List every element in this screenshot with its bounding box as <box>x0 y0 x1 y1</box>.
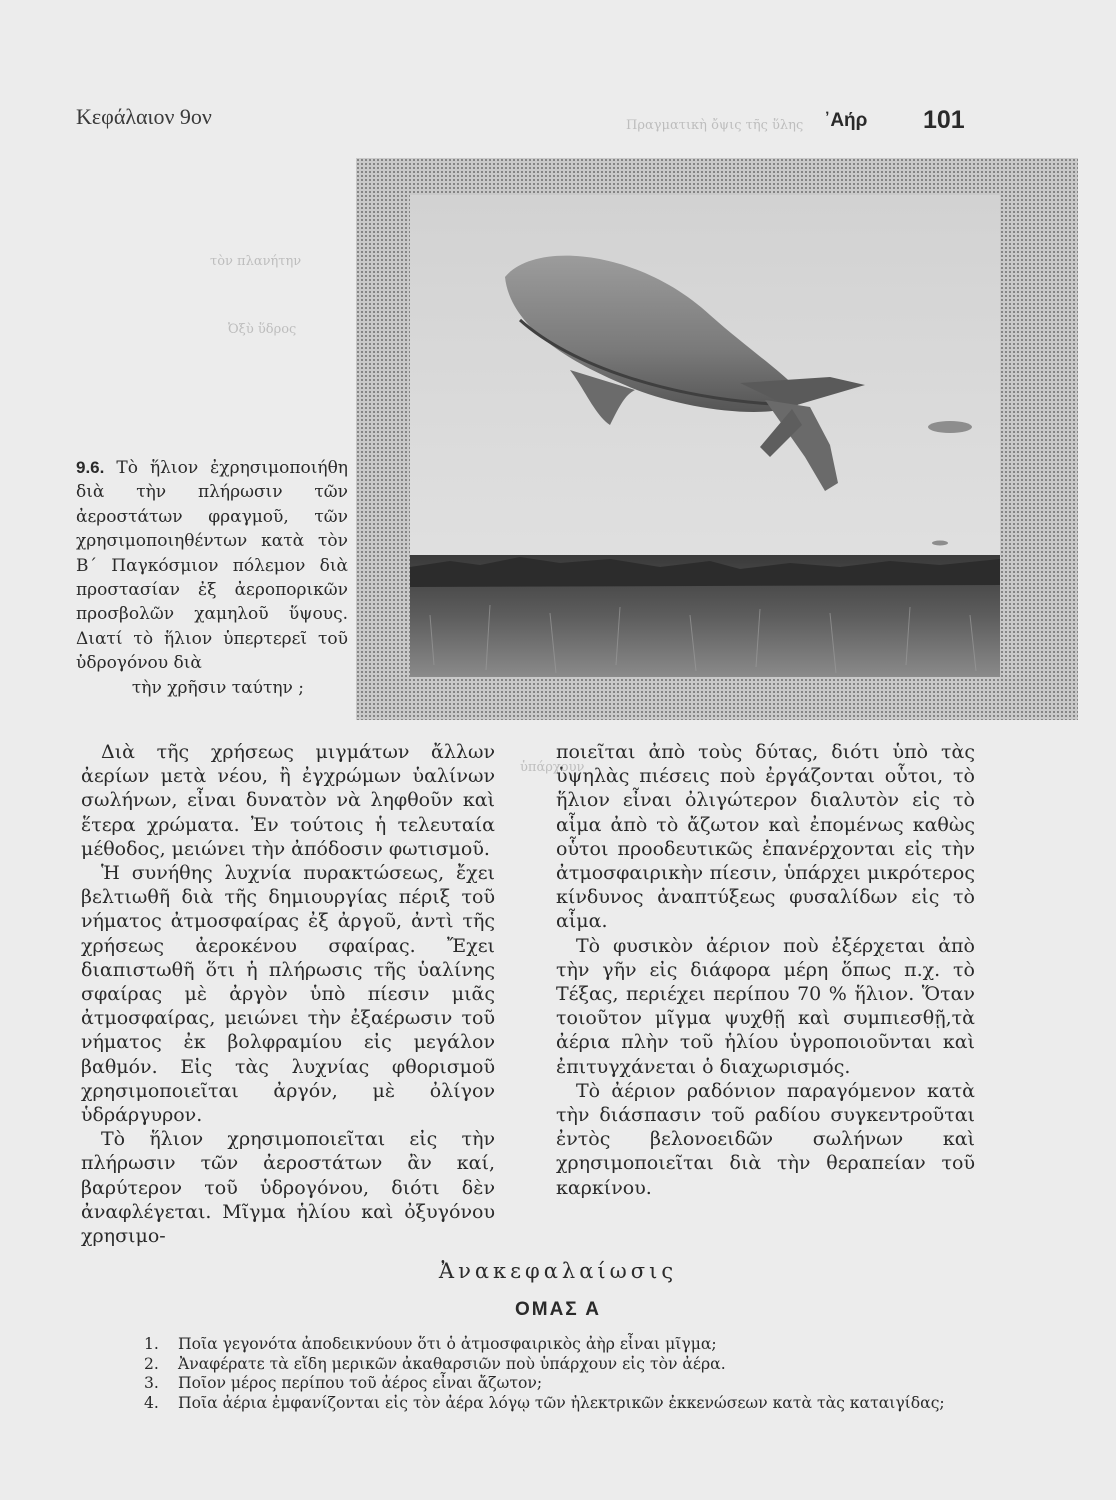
body-paragraph: Τὸ ἥλιον χρησιμοποιεῖται εἰς τὴν πλήρωσιν τῶν ἀεροστάτων ἂν καί, βαρύτερον τοῦ ὑδρογόνου, διότι δὲν ἀναφλέγεται. Μῖγμα ἡλίου καὶ ὀξυγόνου χρησιμο- <box>81 1128 495 1248</box>
body-paragraph: Τὸ ἀέριον ραδόνιον παραγόμενον κατὰ τὴν διάσπασιν τοῦ ραδίου συγκεντροῦται ἐντὸς βελονοειδῶν σωλήνων καὶ χρησιμοποιεῖται διὰ τὴν θεραπείαν τοῦ καρκίνου. <box>556 1079 975 1199</box>
question-number: 2. <box>144 1354 159 1373</box>
question-item <box>144 1355 1044 1375</box>
page-number: 101 <box>923 106 965 134</box>
body-paragraph: Τὸ φυσικὸν ἀέριον ποὺ ἐξέρχεται ἀπὸ τὴν γῆν εἰς διάφορα μέρη ὅπως π.χ. τὸ Τέξας, περιέχει περίπου 70 % ἥλιον. Ὅταν τοιοῦτον μῖγμα ψυχθῇ καὶ συμπιεσθῇ,τὰ ἀέρια πλὴν τοῦ ἡλίου ὑγροποιοῦνται καὶ ἐπιτυγχάνεται ὁ διαχωρισμός. <box>556 934 975 1078</box>
question-item <box>144 1394 1044 1414</box>
question-number: 3. <box>144 1374 159 1392</box>
question-number: 1. <box>144 1335 159 1353</box>
barrage-balloon-photo <box>410 195 1000 677</box>
question-text: Ἀναφέρατε τὰ εἴδη μερικῶν ἀκαθαρσιῶν ποὺ ὑπάρχουν εἰς τὸν ἀέρα. <box>178 1354 726 1373</box>
figure-label: 9.6. <box>76 458 105 477</box>
question-number: 4. <box>144 1393 159 1412</box>
bleed-through-text: τὸν πλανήτην <box>210 254 302 269</box>
body-paragraph: Ἡ συνήθης λυχνία πυρακτώσεως, ἔχει βελτιωθῆ διὰ τῆς δημιουργίας πέριξ τοῦ νήματος ἀτμοσφαίρας ἐξ ἀργοῦ, ἀντὶ τῆς χρήσεως ἀεροκένου σφαίρας. Ἔχει διαπιστωθῆ ὅτι ἡ πλήρωσις τῆς ὑαλίνης σφαίρας μὲ ἀργὸν ὑπὸ πίεσιν μιᾶς ἀτμοσφαίρας, μειώνει τὴν ἐξαέρωσιν τοῦ νήματος ἐκ βολφραμίου εἰς μεγάλον βαθμόν. Εἰς τὰς λυχνίας φθορισμοῦ χρησιμοποιεῖται ἀργόν, μὲ ὀλίγον ὑδράργυρον. <box>81 862 495 1127</box>
figure-caption-text: Τὸ ἥλιον ἐχρησιμοποιήθη διὰ τὴν πλήρωσιν τῶν ἀεροστάτων φραγμοῦ, τῶν χρησιμοποιηθέντων κατὰ τὸν Β΄ Παγκόσμιον πόλεμον διὰ προστασίαν ἐξ ἀεροπορικῶν προσβολῶν χαμηλοῦ ὕψους. Διατί τὸ ἥλιον ὑπερτερεῖ τοῦ ὑδρογόνου διὰ <box>76 458 348 674</box>
body-column-left <box>81 740 495 1248</box>
figure-caption-end: τὴν χρῆσιν ταύτην ; <box>131 677 304 698</box>
bleed-through-text: Πραγματικὴ ὄψις τῆς ὕλης <box>626 118 804 133</box>
body-column-right <box>556 740 975 1200</box>
bleed-through-text: Ὀξὺ ὕδρος <box>228 322 297 337</box>
body-paragraph: Διὰ τῆς χρήσεως μιγμάτων ἄλλων ἀερίων μετὰ νέου, ἢ ἐγχρώμων ὑαλίνων σωλήνων, εἶναι δυνατὸν νὰ ληφθοῦν καὶ ἕτερα χρώματα. Ἐν τούτοις ἡ τελευταία μέθοδος, μειώνει τὴν ἀπόδοσιν φωτισμοῦ. <box>81 741 495 860</box>
question-item <box>144 1335 1044 1355</box>
group-title: ΟΜΑΣ Α <box>514 1299 602 1320</box>
question-item <box>144 1374 1044 1394</box>
figure-caption <box>76 456 348 700</box>
question-text: Ποῖον μέρος περίπου τοῦ ἀέρος εἶναι ἄζωτον; <box>178 1374 543 1392</box>
summary-title: Ἀνακεφαλαίωσις <box>438 1259 678 1283</box>
body-paragraph: ποιεῖται ἀπὸ τοὺς δύτας, διότι ὑπὸ τὰς ὑψηλὰς πιέσεις ποὺ ἐργάζονται οὗτοι, τὸ ἥλιον εἶναι ὀλιγώτερον διαλυτὸν εἰς τὸ αἷμα ἀπὸ τὸ ἄζωτον καὶ ἐπομένως καθὼς οὗτοι προοδευτικῶς ἐπανέρχονται εἰς τὴν ἀτμοσφαιρικὴν πίεσιν, ὑπάρχει μικρότερος κίνδυνος ἀναπτύξεως φυσαλίδων εἰς τὸ αἷμα. <box>556 741 975 933</box>
section-header: ᾿Αήρ <box>824 110 868 131</box>
question-text: Ποῖα ἀέρια ἐμφανίζονται εἰς τὸν ἀέρα λόγῳ τῶν ἠλεκτρικῶν ἐκκενώσεων κατὰ τὰς καταιγίδας; <box>178 1393 945 1412</box>
question-list <box>144 1335 1044 1413</box>
chapter-header: Κεφάλαιον 9ον <box>76 104 212 129</box>
bleed-through-text: ὑπάρχουν <box>520 760 585 775</box>
question-text: Ποῖα γεγονότα ἀποδεικνύουν ὅτι ὁ ἀτμοσφαιρικὸς ἀὴρ εἶναι μῖγμα; <box>178 1335 717 1353</box>
